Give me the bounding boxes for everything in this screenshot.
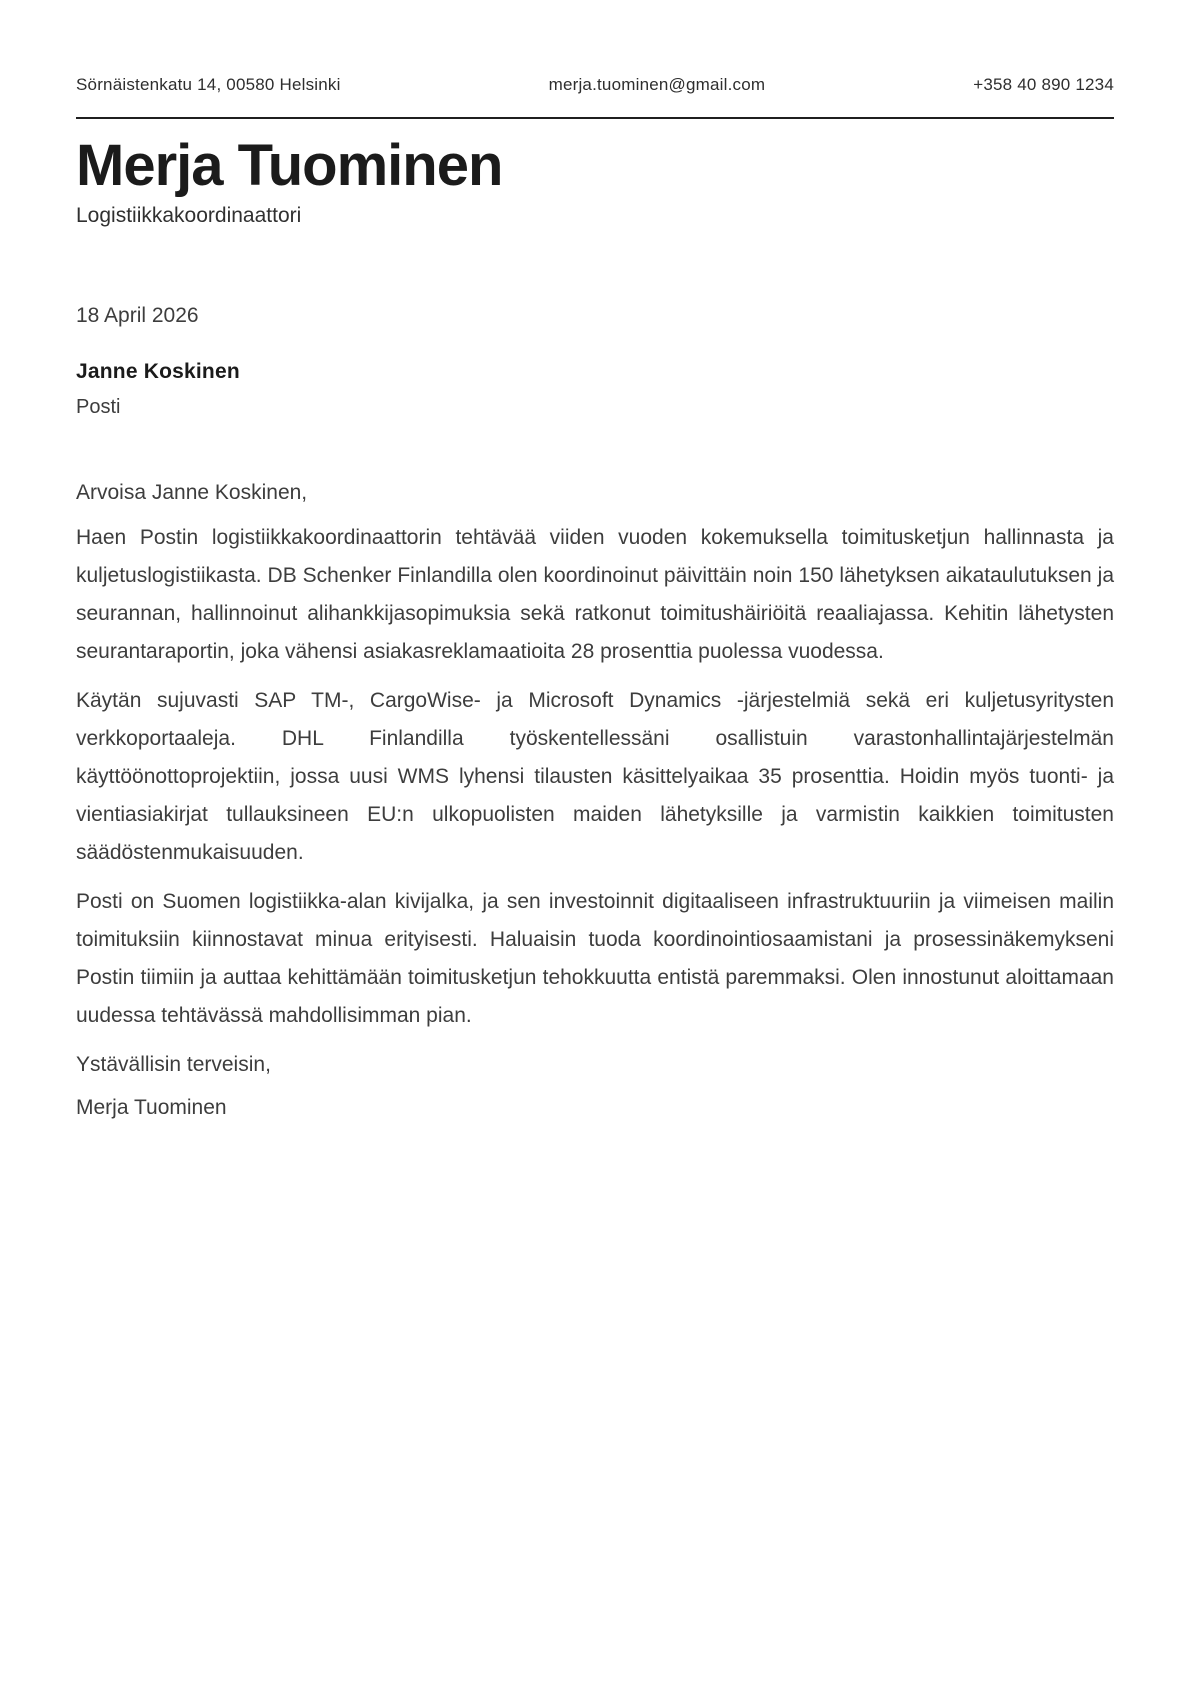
- header-divider: [76, 117, 1114, 119]
- contact-phone: +358 40 890 1234: [973, 75, 1114, 94]
- signature: Merja Tuominen: [76, 1096, 227, 1119]
- body-paragraph-3: Posti on Suomen logistiikka-alan kivijalka, ja sen investoinnit digitaaliseen infrastruktuuriin ja viimeisen mailin toimituksiin kiinnostavat minua erityisesti. Haluaisin tuoda koordinointiosaamistani ja prosessinäkemykseni Postin tiimiin ja auttaa kehittämään toimitusketjun tehokkuutta entistä paremmaksi. Olen innostunut aloittamaan uudessa tehtävässä mahdollisimman pian.: [76, 890, 1114, 1027]
- contact-header: [76, 74, 1114, 96]
- closing: Ystävällisin terveisin,: [76, 1053, 271, 1076]
- recipient-company: Posti: [76, 396, 121, 418]
- letter-date: 18 April 2026: [76, 304, 199, 327]
- body-paragraph-2: Käytän sujuvasti SAP TM-, CargoWise- ja Microsoft Dynamics -järjestelmiä sekä eri kuljetusyritysten verkkoportaaleja. DHL Finlandilla työskentellessäni osallistuin varastonhallintajärjestelmän käyttöönottoprojektiin, jossa uusi WMS lyhensi tilausten käsittelyaikaa 35 prosenttia. Hoidin myös tuonti- ja vientiasiakirjat tullauksineen EU:n ulkopuolisten maiden lähetyksille ja varmistin kaikkien toimitusten säädöstenmukaisuuden.: [76, 689, 1114, 864]
- contact-email: merja.tuominen@gmail.com: [548, 75, 766, 94]
- recipient-name: Janne Koskinen: [76, 360, 240, 383]
- salutation: Arvoisa Janne Koskinen,: [76, 481, 308, 504]
- contact-address: Sörnäistenkatu 14, 00580 Helsinki: [76, 75, 341, 94]
- body-paragraph-1: Haen Postin logistiikkakoordinaattorin tehtävää viiden vuoden kokemuksella toimitusketjun hallinnasta ja kuljetuslogistiikasta. DB Schenker Finlandilla olen koordinoinut päivittäin noin 150 lähetyksen aikataulutuksen ja seurannan, hallinnoinut alihankkijasopimuksia sekä ratkonut toimitushäiriöitä reaaliajassa. Kehitin lähetysten seurantaraportin, joka vähensi asiakasreklamaatioita 28 prosenttia puolessa vuodessa.: [76, 526, 1114, 663]
- page-title: Merja Tuominen: [76, 133, 503, 198]
- job-title: Logistiikkakoordinaattori: [76, 204, 302, 227]
